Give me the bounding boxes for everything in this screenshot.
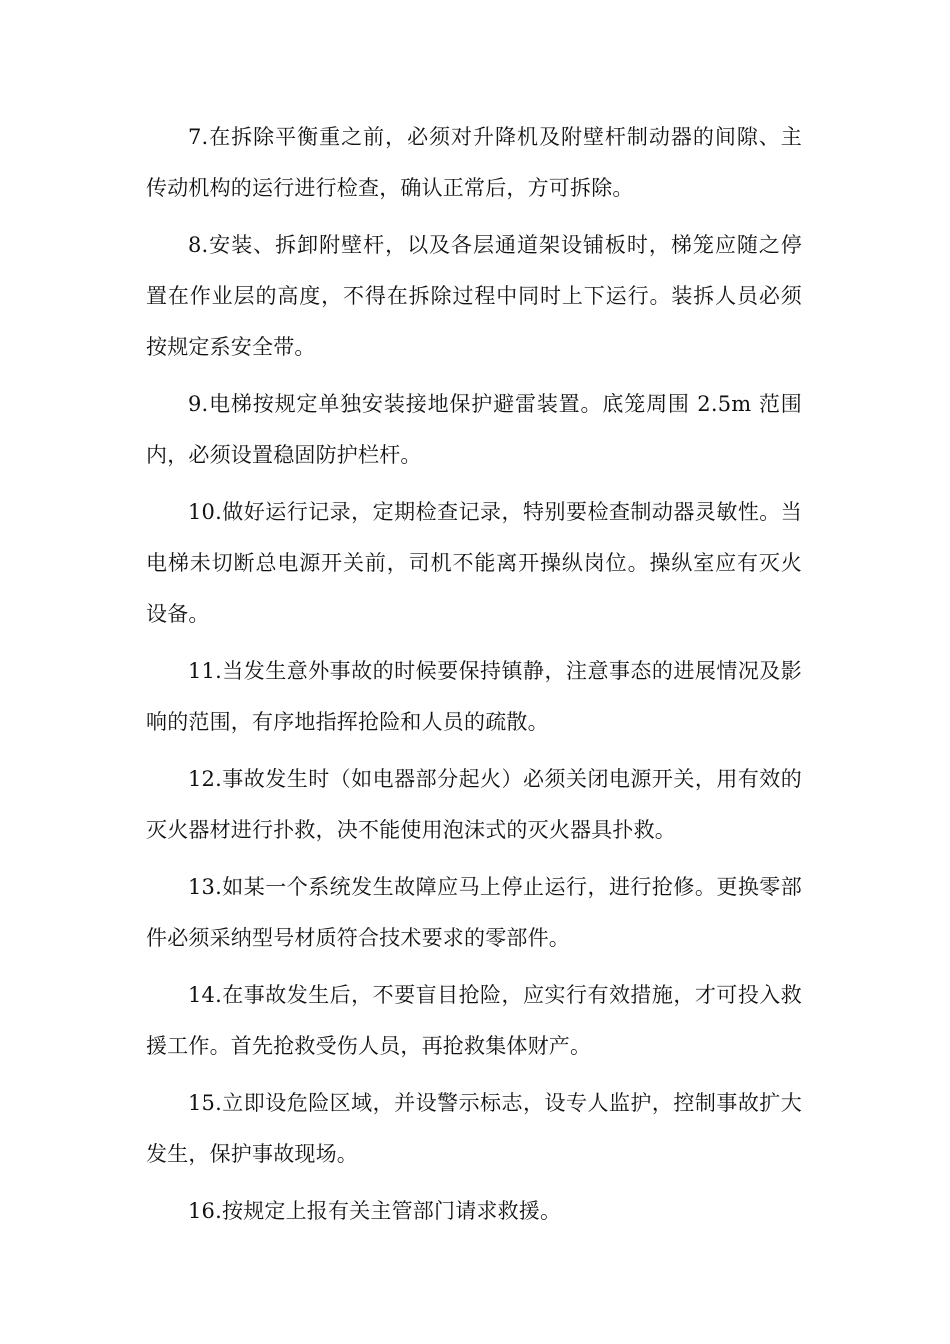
paragraph-item-9: 9.电梯按规定单独安装接地保护避雷装置。底笼周围 2.5m 范围内，必须设置稳固防护栏杆。: [146, 392, 802, 467]
paragraph-item-8: 8.安装、拆卸附壁杆，以及各层通道架设铺板时，梯笼应随之停置在作业层的高度，不得在拆除过程中同时上下运行。装拆人员必须按规定系安全带。: [146, 233, 802, 359]
paragraph-item-7: 7.在拆除平衡重之前，必须对升降机及附壁杆制动器的间隙、主传动机构的运行进行检查，确认正常后，方可拆除。: [146, 125, 802, 200]
paragraph-item-14: 14.在事故发生后，不要盲目抢险，应实行有效措施，才可投入救援工作。首先抢救受伤人员，再抢救集体财产。: [146, 983, 802, 1058]
paragraph-item-16: 16.按规定上报有关主管部门请求救援。: [188, 1199, 562, 1223]
paragraph-item-12: 12.事故发生时（如电器部分起火）必须关闭电源开关，用有效的灭火器材进行扑救，决不能使用泡沫式的灭火器具扑救。: [146, 767, 802, 842]
paragraph-item-15: 15.立即设危险区域，并设警示标志，设专人监护，控制事故扩大发生，保护事故现场。: [146, 1091, 802, 1166]
paragraph-item-10: 10.做好运行记录，定期检查记录，特别要检查制动器灵敏性。当电梯未切断总电源开关前，司机不能离开操纵岗位。操纵室应有灭火设备。: [146, 500, 802, 626]
document-body: [146, 112, 802, 1243]
paragraph-item-11: 11.当发生意外事故的时候要保持镇静，注意事态的进展情况及影响的范围，有序地指挥抢险和人员的疏散。: [146, 659, 802, 734]
paragraph-item-13: 13.如某一个系统发生故障应马上停止运行，进行抢修。更换零部件必须采纳型号材质符合技术要求的零部件。: [146, 875, 802, 950]
